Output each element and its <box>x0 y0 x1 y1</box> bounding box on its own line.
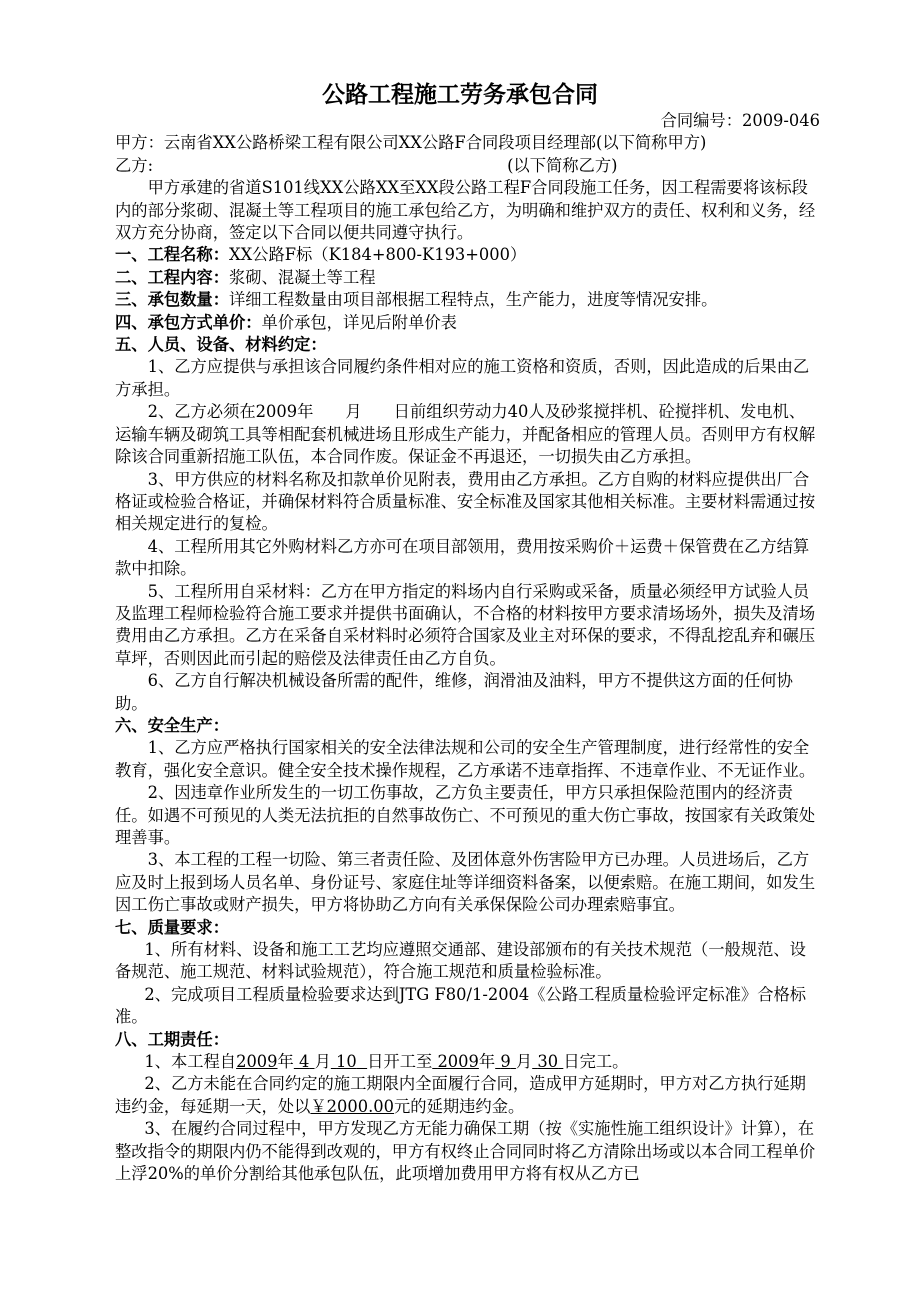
section-4-heading: 四、承包方式单价： <box>115 312 262 332</box>
penalty-amount: ￥2000.00 <box>310 1096 394 1116</box>
section-4-text: 单价承包，详见后附单价表 <box>261 312 457 332</box>
section-5-para-4: 4、工程所用其它外购材料乙方亦可在项目部领用，费用按采购价＋运费＋保管费在乙方结算款中扣除。 <box>115 536 810 579</box>
section-3-text: 详细工程数量由项目部根据工程特点，生产能力，进度等情况安排。 <box>228 290 718 310</box>
section-5-para-1: 1、乙方应提供与承担该合同履约条件相对应的施工资格和资质，否则，因此造成的后果由乙方承担。 <box>115 357 810 399</box>
party-a: 甲方：云南省XX公路桥梁工程有限公司XX公路F合同段项目经理部(以下简称甲方) <box>115 133 707 153</box>
party-b-suffix: (以下简称乙方) <box>507 155 618 175</box>
section-6-para-2: 2、因违章作业所发生的一切工伤事故，乙方负主要责任，甲方只承担保险范围内的经济责任。如遇不可预见的人类无法抗拒的自然事故伤亡、不可预见的重大伤亡事故，按国家有关政策处理善事。 <box>115 783 816 847</box>
party-b <box>115 155 820 177</box>
section-2 <box>115 267 820 289</box>
section-1-heading: 一、工程名称： <box>115 245 229 265</box>
contract-body <box>115 110 820 1186</box>
end-day: 30 <box>537 1052 559 1072</box>
party-b-label: 乙方: <box>115 155 154 175</box>
section-8-para-1: 1、本工程自2009年 4 月 10 日开工至 2009年 9 月 30 日完工。 <box>144 1052 629 1072</box>
section-8-para-3: 3、在履约合同过程中，甲方发现乙方无能力确保工期（按《实施性施工组织设计》计算），在整改指令的期限内仍不能得到改观的，甲方有权终止合同同时将乙方清除出场或以本合同工程单价上浮20%的单价分割给其他承包队伍，此项增加费用甲方将有权从乙方已 <box>115 1119 816 1184</box>
end-month: 9 <box>500 1052 511 1072</box>
start-year: 2009 <box>236 1052 278 1072</box>
section-5-heading: 五、人员、设备、材料约定： <box>115 335 327 355</box>
section-5-para-3: 3、甲方供应的材料名称及扣款单价见附表，费用由乙方承担。乙方自购的材料应提供出厂合格证或检验合格证，并确保材料符合质量标准、安全标准及国家其他相关标准。主要材料需通过按相关规定进行的复检。 <box>115 469 816 534</box>
section-1-text: XX公路F标（K184+800-K193+000） <box>228 245 527 265</box>
section-5-para-2: 2、乙方必须在2009年 月 日前组织劳动力40人及砂浆搅拌机、砼搅拌机、发电机、运输车辆及砌筑工具等相配套机械进场且形成生产能力，并配备相应的管理人员。否则甲方有权解除该合同重新招施工队伍，本合同作废。保证金不再退还，一切损失由乙方承担。 <box>115 402 816 467</box>
start-month: 4 <box>299 1052 310 1072</box>
section-8-heading: 八、工期责任： <box>115 1029 229 1049</box>
section-2-text: 浆砌、混凝土等工程 <box>228 267 376 287</box>
end-year: 2009 <box>437 1052 479 1072</box>
section-8-para-2: 2、乙方未能在合同约定的施工期限内全面履行合同，造成甲方延期时，甲方对乙方执行延期违约金，每延期一天，处以￥2000.00元的延期违约金。 <box>115 1074 806 1116</box>
contract-number: 合同编号：2009-046 <box>660 111 820 130</box>
section-6-para-3: 3、本工程的工程一切险、第三者责任险、及团体意外伤害险甲方已办理。人员进场后，乙方应及时上报到场人员名单、身份证号、家庭住址等详细资料备案，以便索赔。在施工期间，如发生因工伤亡事故或财产损失，甲方将协助乙方向有关承保保险公司办理索赔事宜。 <box>115 850 816 915</box>
section-3-heading: 三、承包数量： <box>115 290 229 310</box>
section-7-para-2: 2、完成项目工程质量检验要求达到JTG F80/1-2004《公路工程质量检验评定标准》合格标准。 <box>115 984 807 1027</box>
intro-paragraph: 甲方承建的省道S101线XX公路XX至XX段公路工程F合同段施工任务，因工程需要将该标段内的部分浆砌、混凝土等工程项目的施工承包给乙方，为明确和维护双方的责任、权利和义务，经双方充分协商，签定以下合同以便共同遵守执行。 <box>115 178 816 243</box>
start-day: 10 <box>336 1052 357 1072</box>
section-7-heading: 七、质量要求： <box>115 917 229 937</box>
section-4 <box>115 312 820 334</box>
section-5-para-5: 5、工程所用自采材料：乙方在甲方指定的料场内自行采购或采备，质量必须经甲方试验人员及监理工程师检验符合施工要求并提供书面确认，不合格的材料按甲方要求清场场外，损失及清场费用由乙方承担。乙方在采备自采材料时必须符合国家及业主对环保的要求，不得乱挖乱弃和碾压草坪，否则因此而引起的赔偿及法律责任由乙方自负。 <box>115 581 816 668</box>
section-2-heading: 二、工程内容： <box>115 267 229 287</box>
section-7-para-1: 1、所有材料、设备和施工工艺均应遵照交通部、建设部颁布的有关技术规范（一般规范、设备规范、施工规范、材料试验规范），符合施工规范和质量检验标准。 <box>115 940 806 982</box>
page-title: 公路工程施工劳务承包合同 <box>322 82 598 108</box>
section-5-para-6: 6、乙方自行解决机械设备所需的配件，维修，润滑油及油料，甲方不提供这方面的任何协助。 <box>115 671 793 713</box>
section-6-heading: 六、安全生产： <box>115 715 229 735</box>
section-1 <box>115 244 820 266</box>
section-6-para-1: 1、乙方应严格执行国家相关的安全法律法规和公司的安全生产管理制度，进行经常性的安全教育，强化安全意识。健全安全技术操作规程，乙方承诺不违章指挥、不违章作业、不无证作业。 <box>115 738 816 780</box>
section-3 <box>115 289 820 311</box>
